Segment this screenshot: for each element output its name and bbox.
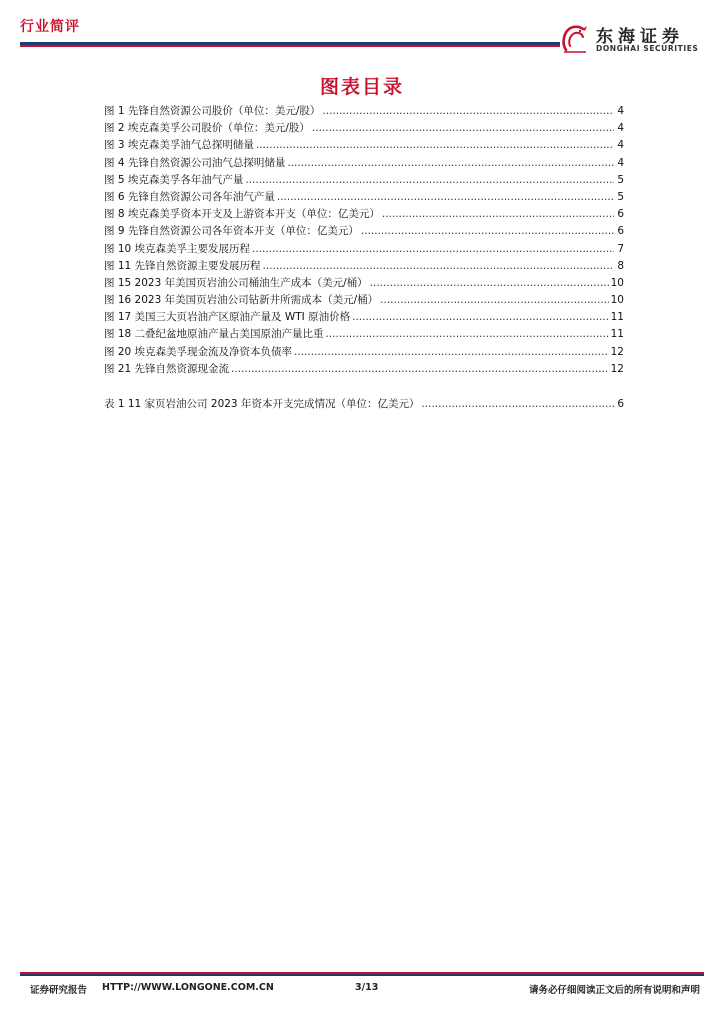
toc-entry-label: 图 16 2023 年美国页岩油公司钻新井所需成本（美元/桶）	[104, 294, 379, 307]
toc-entry-page: 5	[617, 173, 624, 186]
toc-entry-page: 4	[617, 105, 624, 117]
toc-entry-page: 4	[617, 156, 624, 169]
footer-divider-blue	[20, 974, 704, 976]
brand-name-cn: 东海证券	[596, 27, 684, 47]
toc-entry[interactable]	[104, 137, 624, 154]
toc-entry-page: 6	[617, 208, 624, 221]
toc-entry-label: 图 4 先锋自然资源公司油气总探明储量	[104, 156, 286, 169]
toc-entry[interactable]	[104, 120, 624, 137]
toc-entry-page: 6	[617, 225, 624, 238]
toc-entry-label: 图 15 2023 年美国页岩油公司桶油生产成本（美元/桶）	[104, 276, 368, 289]
toc-entry-page: 11	[610, 328, 624, 341]
toc-entry-page: 10	[610, 276, 624, 289]
toc-entry-page: 12	[610, 345, 624, 358]
toc-dot-leader	[312, 120, 614, 137]
toc-entry[interactable]	[104, 155, 624, 172]
toc-entry-label: 图 10 埃克森美孚主要发展历程	[104, 242, 251, 255]
toc-dot-leader	[380, 292, 608, 309]
toc-entry[interactable]	[104, 206, 624, 223]
toc-dot-leader	[322, 103, 614, 120]
toc-entry[interactable]	[104, 292, 624, 309]
toc-entry-label: 图 2 埃克森美孚公司股价（单位：美元/股）	[104, 122, 310, 135]
toc-dot-leader	[252, 241, 614, 258]
toc-entry-label: 图 11 先锋自然资源主要发展历程	[104, 259, 261, 272]
toc-entry-label: 图 3 埃克森美孚油气总探明储量	[104, 139, 254, 152]
toc-entry-page: 4	[617, 139, 624, 152]
toc-entry-label: 图 20 埃克森美孚现金流及净资本负债率	[104, 345, 293, 358]
toc-entry[interactable]	[104, 275, 624, 292]
toc-entry[interactable]	[104, 396, 624, 413]
toc-entry-page: 4	[617, 122, 624, 135]
toc-dot-leader	[231, 361, 609, 378]
toc-title: 图表目录	[319, 76, 404, 98]
figure-table-list	[104, 103, 624, 413]
dragon-emblem-icon	[560, 22, 590, 54]
toc-dot-leader	[370, 275, 609, 292]
footer-report-type: 证券研究报告	[30, 985, 88, 996]
toc-entry[interactable]	[104, 172, 624, 189]
footer-page-number: 3/13	[355, 982, 379, 993]
toc-entry[interactable]	[104, 189, 624, 206]
toc-spacer	[104, 378, 624, 396]
figure-entries	[104, 103, 624, 378]
footer-disclaimer: 请务必仔细阅读正文后的所有说明和声明	[528, 985, 700, 996]
toc-dot-leader	[361, 223, 614, 240]
toc-dot-leader	[256, 137, 614, 154]
toc-entry-label: 图 6 先锋自然资源公司各年油气产量	[104, 190, 275, 203]
toc-entry-label: 图 9 先锋自然资源公司各年资本开支（单位：亿美元）	[104, 225, 359, 238]
toc-entry-page: 7	[617, 242, 624, 255]
toc-entry-label: 图 17 美国三大页岩油产区原油产量及 WTI 原油价格	[104, 311, 351, 324]
toc-entry-page: 6	[617, 398, 624, 410]
toc-entry[interactable]	[104, 103, 624, 120]
toc-entry-page: 12	[610, 362, 624, 375]
report-category: 行业简评	[20, 19, 80, 35]
brand-name-en: DONGHAI SECURITIES	[596, 44, 699, 53]
toc-dot-leader	[277, 189, 614, 206]
header-divider-red	[20, 45, 560, 47]
table-entries	[104, 396, 624, 413]
footer-website-link[interactable]: HTTP://WWW.LONGONE.COM.CN	[102, 982, 274, 993]
toc-entry-label: 图 8 埃克森美孚资本开支及上游资本开支（单位：亿美元）	[104, 208, 380, 221]
toc-dot-leader	[287, 155, 614, 172]
toc-entry-label: 图 18 二叠纪盆地原油产量占美国原油产量比重	[104, 328, 324, 341]
toc-dot-leader	[245, 172, 614, 189]
toc-entry-page: 11	[610, 311, 624, 324]
toc-entry-page: 8	[617, 259, 624, 272]
toc-dot-leader	[294, 344, 609, 361]
toc-entry[interactable]	[104, 223, 624, 240]
toc-entry[interactable]	[104, 241, 624, 258]
toc-dot-leader	[382, 206, 614, 223]
toc-entry[interactable]	[104, 361, 624, 378]
toc-entry-label: 图 21 先锋自然资源现金流	[104, 362, 230, 375]
toc-entry-page: 10	[610, 294, 624, 307]
toc-entry[interactable]	[104, 258, 624, 275]
toc-dot-leader	[421, 396, 614, 413]
toc-entry-page: 5	[617, 190, 624, 203]
toc-entry[interactable]	[104, 344, 624, 361]
toc-dot-leader	[326, 326, 609, 343]
toc-entry-label: 表 1 11 家页岩油公司 2023 年资本开支完成情况（单位：亿美元）	[104, 398, 420, 410]
toc-entry-label: 图 5 埃克森美孚各年油气产量	[104, 173, 244, 186]
toc-entry[interactable]	[104, 309, 624, 326]
donghai-logo	[560, 22, 710, 56]
toc-dot-leader	[263, 258, 614, 275]
toc-entry[interactable]	[104, 326, 624, 343]
toc-dot-leader	[352, 309, 609, 326]
toc-entry-label: 图 1 先锋自然资源公司股价（单位：美元/股）	[104, 105, 321, 117]
